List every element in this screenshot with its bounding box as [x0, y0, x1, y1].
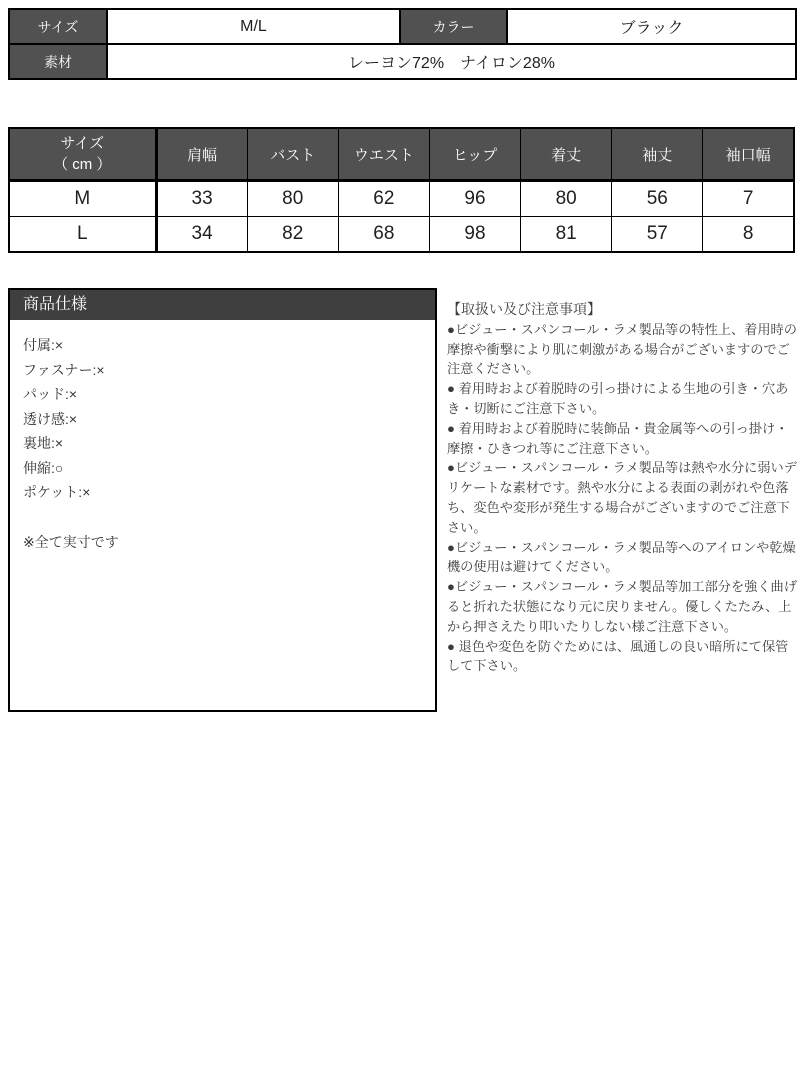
- size-cell: 96: [429, 181, 520, 217]
- size-chart-col-sleeve: 袖丈: [612, 128, 703, 181]
- size-chart-table: [8, 127, 795, 253]
- size-chart-col-cuff: 袖口幅: [703, 128, 794, 181]
- size-chart-col-shoulder: 肩幅: [156, 128, 247, 181]
- spec-item-list: [10, 320, 435, 554]
- info-material-value: レーヨン72% ナイロン28%: [107, 44, 796, 79]
- size-row-m-label: M: [9, 181, 156, 217]
- size-cell: 68: [338, 217, 429, 253]
- size-cell: 98: [429, 217, 520, 253]
- size-cell: 34: [156, 217, 247, 253]
- info-table: [8, 8, 797, 80]
- size-cell: 82: [247, 217, 338, 253]
- care-note-bullet: ●ビジュー・スパンコール・ラメ製品等へのアイロンや乾燥機の使用は避けてください。: [447, 539, 796, 575]
- size-chart-col-bust: バスト: [247, 128, 338, 181]
- size-cell: 8: [703, 217, 794, 253]
- spec-item-lining: 裏地:×: [23, 435, 64, 451]
- info-color-label: カラー: [400, 9, 507, 44]
- care-note-bullet: ●ビジュー・スパンコール・ラメ製品等の特性上、着用時の摩擦や衝撃により肌に刺激がある場合がございますのでご注意ください。: [447, 321, 797, 377]
- size-chart-col-hip: ヒップ: [429, 128, 520, 181]
- size-cell: 33: [156, 181, 247, 217]
- spec-item-stretch: 伸縮:○: [23, 459, 64, 476]
- care-notes: [447, 300, 799, 676]
- size-row-m: [9, 181, 794, 217]
- info-size-value: M/L: [107, 9, 400, 44]
- care-note-bullet: ● 着用時および着脱時に装飾品・貴金属等への引っ掛け・摩擦・ひきつれ等にご注意下さい。: [447, 420, 789, 456]
- size-chart-header-row: [9, 128, 794, 181]
- size-cell: 57: [612, 217, 703, 253]
- spec-item-pad: パッド:×: [23, 386, 78, 402]
- size-cell: 80: [521, 181, 612, 217]
- size-chart-corner-line1: サイズ: [60, 135, 105, 152]
- size-chart-corner-line2: （ cm ）: [53, 156, 112, 173]
- info-material-label: 素材: [9, 44, 107, 79]
- size-cell: 7: [703, 181, 794, 217]
- care-notes-title: 【取扱い及び注意事項】: [447, 301, 601, 317]
- info-row-material: [9, 44, 796, 79]
- info-size-label: サイズ: [9, 9, 107, 44]
- info-row-size-color: [9, 9, 796, 44]
- size-row-l-label: L: [9, 217, 156, 253]
- spec-item-zipper: ファスナー:×: [23, 361, 105, 378]
- spec-item-accessory: 付属:×: [23, 337, 64, 353]
- care-note-bullet: ● 着用時および着脱時の引っ掛けによる生地の引き・穴あき・切断にご注意下さい。: [447, 381, 789, 416]
- size-cell: 62: [338, 181, 429, 217]
- care-note-bullet: ●ビジュー・スパンコール・ラメ製品等は熱や水分に弱いデリケートな素材です。熱や水分による表面の剥がれや色落ち、変色や変形が発生する場合がございますのでご注意下さい。: [447, 460, 797, 535]
- spec-box: [8, 288, 437, 712]
- care-note-bullet: ● 退色や変色を防ぐためには、風通しの良い暗所にて保管して下さい。: [447, 638, 789, 674]
- size-cell: 80: [247, 181, 338, 217]
- info-color-value: ブラック: [507, 9, 796, 44]
- care-note-bullet: ●ビジュー・スパンコール・ラメ製品等加工部分を強く曲げると折れた状態になり元に戻りません。優しくたたみ、上から押さえたり叩いたりしない様ご注意下さい。: [447, 579, 797, 634]
- size-cell: 56: [612, 181, 703, 217]
- spec-item-sheerness: 透け感:×: [23, 410, 78, 427]
- size-chart-col-length: 着丈: [521, 128, 612, 181]
- size-cell: 81: [521, 217, 612, 253]
- spec-box-title: 商品仕様: [10, 290, 435, 320]
- spec-footnote: ※全て実寸です: [23, 533, 119, 550]
- size-chart-corner: [9, 128, 156, 181]
- spec-item-pocket: ポケット:×: [23, 484, 91, 500]
- size-row-l: [9, 217, 794, 253]
- size-chart-col-waist: ウエスト: [338, 128, 429, 181]
